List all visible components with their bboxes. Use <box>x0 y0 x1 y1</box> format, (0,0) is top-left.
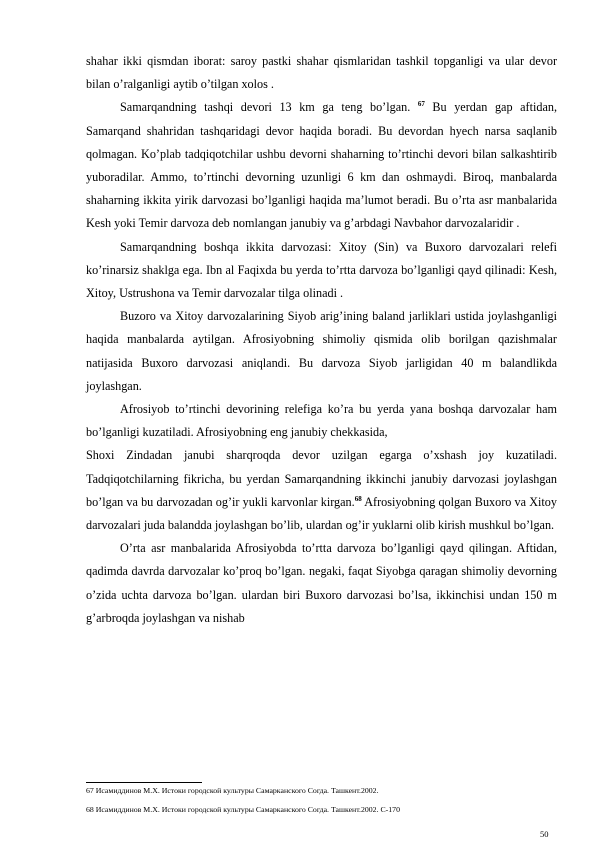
paragraph <box>86 236 557 306</box>
paragraph-text: Samarqandning tashqi devori 13 km ga teng bo’lgan. <box>120 100 418 115</box>
paragraph-text: Afrosiyob to’rtinchi devorining relefiga ko’ra bu yerda yana boshqa darvozalar ham bo’lganligi kuzatiladi. Afrosiyobning eng janubiy chekkasida, <box>86 402 557 440</box>
body-text <box>86 50 557 630</box>
footnote-68: 68 Исамиддинов М.Х. Истоки городской культуры Самарканского Согда. Ташкент.2002. С-170 <box>86 805 400 814</box>
footnote-reference: 67 <box>417 100 425 109</box>
paragraph-text: shahar ikki qismdan iborat: saroy pastki shahar qismlaridan tashkil topganligi va ular devor bilan o’ralganligi aytib o’tilgan xolos . <box>86 54 557 92</box>
paragraph-text: Shoxi Zindadan janubi sharqroqda devor uzilgan egarga o’xshash joy kuzatiladi. Tadqiqotchilarning fikricha, bu yerdan Samarqandning ikkinchi janubiy darvozasi joylashgan bo’lgan va bu darvozadan og’ir yukli karvonlar kirgan. <box>86 448 557 509</box>
paragraph <box>86 398 557 444</box>
page-number: 50 <box>540 829 549 839</box>
paragraph-text: Buzoro va Xitoy darvozalarining Siyob arig’ining baland jarliklari ustida joylashganligi haqida manbalarda aytilgan. Afrosiyobning shimoliy qismida olib borilgan qazishmalar natijasida Buxoro darvozasi aniqlandi. Bu darvoza Siyob jarligidan 40 m balandlikda joylashgan. <box>86 309 557 393</box>
paragraph-text: Samarqandning boshqa ikkita darvozasi: Xitoy (Sin) va Buxoro darvozalari relefi ko’rinarsiz shaklga ega. Ibn al Faqixda bu yerda to’rtta darvoza bo’lganligi qayd qilinadi: Kesh, Xitoy, Ustrushona va Temir darvozalar tilga olinadi . <box>86 239 557 301</box>
footnote-separator <box>86 782 202 783</box>
paragraph-text: Afrosiyobning qolgan Buxoro va Xitoy darvozalari juda balandda joylashgan bo’lib, ulardan og’ir yuklarni olib kirish mushkul bo’lgan. <box>86 494 557 533</box>
paragraph-text: Bu yerdan gap aftidan, Samarqand shahridan tashqaridagi devor haqida boradi. Bu devordan hyech narsa saqlanib qolmagan. Ko’plab tadqiqotchilar ushbu devorni shaharning to’rtinchi devori bilan salkashtirib yuboradilar. Ammo, to’rtinchi devorning uzunligi 6 km dan oshmaydi. Biroq, manbalarda shaharning ikkita yirik darvozasi bo’lganligi haqida ma’lumot beradi. Bu o’rta asr manbalarida Kesh yoki Temir darvoza deb nomlangan janubiy va g’arbdagi Navbahor darvozalaridir . <box>86 100 557 231</box>
paragraph <box>86 50 557 96</box>
paragraph <box>86 444 557 537</box>
paragraph <box>86 96 557 235</box>
footnote-67: 67 Исамиддинов М.Х. Истоки городской культуры Самарканского Согда. Ташкент.2002. <box>86 786 379 795</box>
paragraph-text: O’rta asr manbalarida Afrosiyobda to’rtta darvoza bo’lganligi qayd qilingan. Aftidan, qadimda davrda darvozalar ko’proq bo’lgan. negaki, faqat Siyobga qaragan shimoliy devorning o’zida uchta darvoza bo’lgan. ulardan biri Buxoro darvozasi bo’lsa, ikkinchisi undan 150 m g’arbroqda joylashgan va nishab <box>86 541 557 625</box>
footnote-reference: 68 <box>354 494 362 503</box>
paragraph <box>86 305 557 398</box>
paragraph <box>86 537 557 630</box>
